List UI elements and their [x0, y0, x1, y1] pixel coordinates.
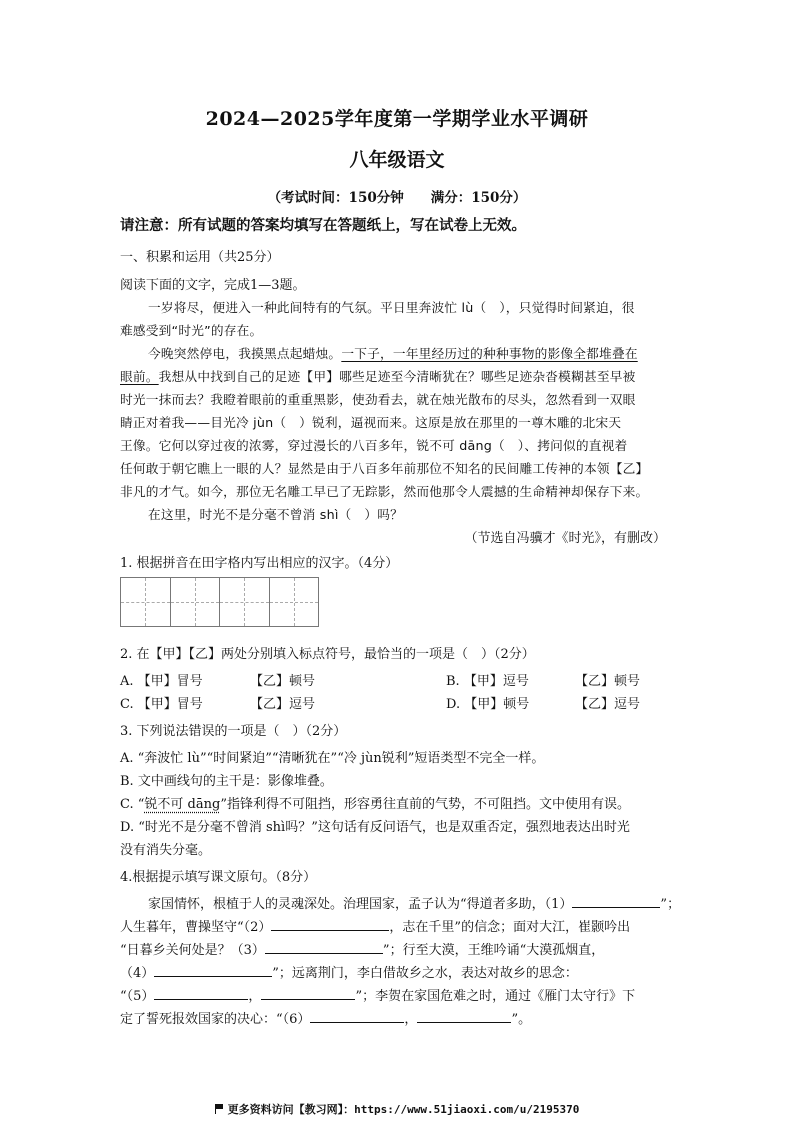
option-d	[446, 693, 529, 712]
q4-text: “（5）	[120, 989, 155, 1004]
q3-option-b: B. 文中画线句的主干是：影像堆叠。	[120, 774, 333, 789]
q3-option-c	[120, 793, 630, 812]
q4-text: ”；远离荆门，李白借故乡之水，表达对故乡的思念：	[272, 966, 578, 981]
option-letter: B.	[446, 674, 464, 689]
notice: 请注意：所有试题的答案均填写在答题纸上，写在试卷上无效。	[120, 217, 526, 234]
q3-option-a: A. “奔波忙 lù”“时间紧迫”“清晰犹在”“冷 jùn锐利”短语类型不完全一样。	[120, 751, 545, 766]
passage-line: 非凡的才气。如今，那位无名雕工早已了无踪影，然而他那令人震撼的生命精神却保存下来。	[120, 484, 649, 499]
section-heading: 一、积累和运用（共25分）	[120, 250, 280, 265]
q4-text: 人生暮年，曹操坚守“（2）	[120, 920, 272, 935]
option-d-yi: 【乙】逗号	[575, 697, 641, 712]
q4-text: ”；	[660, 897, 681, 912]
q4-line	[120, 1008, 531, 1027]
footer	[0, 1101, 794, 1117]
q4-line	[120, 939, 604, 958]
question-3: 3. 下列说法错误的一项是（ ）（2分）	[120, 724, 347, 739]
passage-line: 在这里，时光不是分毫不曾消 shì（ ）吗？	[148, 507, 403, 522]
q3-option-d-cont: 没有消失分毫。	[120, 843, 212, 858]
q4-text: ”；行至大漠，王维吟诵“大漠孤烟直，	[382, 943, 605, 958]
q4-text: ，	[248, 989, 262, 1004]
tianzige-cell[interactable]	[219, 577, 270, 627]
passage-line: 一岁将尽，便进入一种此间特有的气氛。平日里奔波忙 lù（ ），只觉得时间紧迫，很	[148, 300, 635, 315]
answer-blank-6a[interactable]	[310, 1008, 404, 1023]
passage-line: 难感受到“时光”的存在。	[120, 323, 263, 338]
answer-blank-1[interactable]	[572, 893, 660, 908]
q4-line	[120, 916, 630, 935]
option-jia: 【甲】冒号	[137, 697, 203, 712]
subject-title: 八年级语文	[349, 149, 445, 171]
answer-blank-2[interactable]	[271, 916, 389, 931]
tianzige-cell[interactable]	[170, 577, 221, 627]
option-letter: C.	[120, 697, 138, 712]
answer-blank-6b[interactable]	[417, 1008, 511, 1023]
passage-line: 时光一抹而去？我瞪着眼前的重重黑影，使劲看去，就在烛光散布的尽头，忽然看到一双眼	[120, 392, 636, 407]
tianzige-grid	[120, 577, 322, 627]
passage-text: 今晚突然停电，我摸黑点起蜡烛。	[148, 346, 342, 361]
q3-c-marked: 锐不可 dāng	[144, 797, 221, 812]
question-2: 2. 在【甲】【乙】两处分别填入标点符号，最恰当的一项是（ ）（2分）	[120, 647, 535, 662]
answer-blank-4[interactable]	[154, 962, 272, 977]
q4-text: 定了誓死报效国家的决心：“（6）	[120, 1012, 311, 1027]
answer-blank-3[interactable]	[265, 939, 383, 954]
option-letter: A.	[120, 674, 138, 689]
option-b	[446, 670, 529, 689]
question-4: 4.根据提示填写课文原句。（8分）	[120, 870, 317, 885]
exam-title: 2024—2025学年度第一学期学业水平调研	[205, 108, 589, 130]
q3-c-text: ”指锋利得不可阻挡，形容勇往直前的气势，不可阻挡。文中使用有误。	[220, 797, 630, 812]
q4-text: ”。	[511, 1012, 532, 1027]
passage-text: 我想从中找到自己的足迹【甲】哪些足迹至今清晰犹在？哪些足迹杂沓模糊甚至早被	[158, 369, 636, 384]
q3-option-d: D. “时光不是分毫不曾消 shì吗？”这句话有反问语气，也是双重否定，强烈地表达出时光	[120, 820, 630, 835]
exam-info: （考试时间：150分钟 满分：150分）	[267, 190, 527, 206]
q4-text: 家国情怀，根植于人的灵魂深处。治理国家，孟子认为“得道者多助，（1）	[148, 897, 573, 912]
tianzige-cell[interactable]	[120, 577, 171, 627]
tianzige-cell[interactable]	[269, 577, 320, 627]
q4-text: ，志在千里”的信念；面对大江，崔颢吟出	[389, 920, 631, 935]
option-a	[120, 670, 203, 689]
passage-line: 睛正对着我——目光冷 jùn（ ）锐利，逼视而来。这原是放在那里的一尊木雕的北宋天	[120, 415, 622, 430]
option-c	[120, 693, 203, 712]
q4-line	[148, 893, 680, 912]
option-c-yi: 【乙】逗号	[250, 697, 316, 712]
option-jia: 【甲】冒号	[137, 674, 203, 689]
underlined-sentence: 眼前。	[120, 369, 159, 384]
q3-c-text: C. “	[120, 797, 145, 812]
answer-blank-5a[interactable]	[154, 985, 248, 1000]
answer-blank-5b[interactable]	[261, 985, 355, 1000]
reading-intro: 阅读下面的文字，完成1—3题。	[120, 278, 306, 293]
q4-line	[120, 962, 578, 981]
passage-line	[120, 366, 676, 385]
question-1: 1. 根据拼音在田字格内写出相应的汉字。（4分）	[120, 556, 399, 571]
underlined-sentence: 一下子，一年里经历过的种种事物的影像全都堆叠在	[341, 346, 638, 361]
option-jia: 【甲】顿号	[464, 697, 530, 712]
q4-text: “日暮乡关何处是？（3）	[120, 943, 265, 958]
option-b-yi: 【乙】顿号	[575, 674, 641, 689]
option-a-yi: 【乙】顿号	[250, 674, 316, 689]
q4-text: ”；李贺在家国危难之时，通过《雁门太守行》下	[355, 989, 636, 1004]
q4-text: ，	[404, 1012, 418, 1027]
option-letter: D.	[446, 697, 465, 712]
q4-text: （4）	[120, 966, 155, 981]
passage-line: 王像。它何以穿过夜的浓雾，穿过漫长的八百多年，锐不可 dāng（ ）、拷问似的直视着	[120, 438, 628, 453]
flag-icon	[215, 1104, 224, 1113]
passage-line	[148, 343, 704, 362]
passage-line: 任何敢于朝它瞧上一眼的人？显然是由于八百多年前那位不知名的民间雕工传神的本领【乙】	[120, 461, 649, 476]
q4-line	[120, 985, 635, 1004]
option-jia: 【甲】逗号	[463, 674, 529, 689]
passage-source: （节选自冯骥才《时光》，有删改）	[464, 531, 666, 546]
footer-link[interactable]: 更多资料访问【教习网】：https://www.51jiaoxi.com/u/2195370	[227, 1103, 580, 1116]
